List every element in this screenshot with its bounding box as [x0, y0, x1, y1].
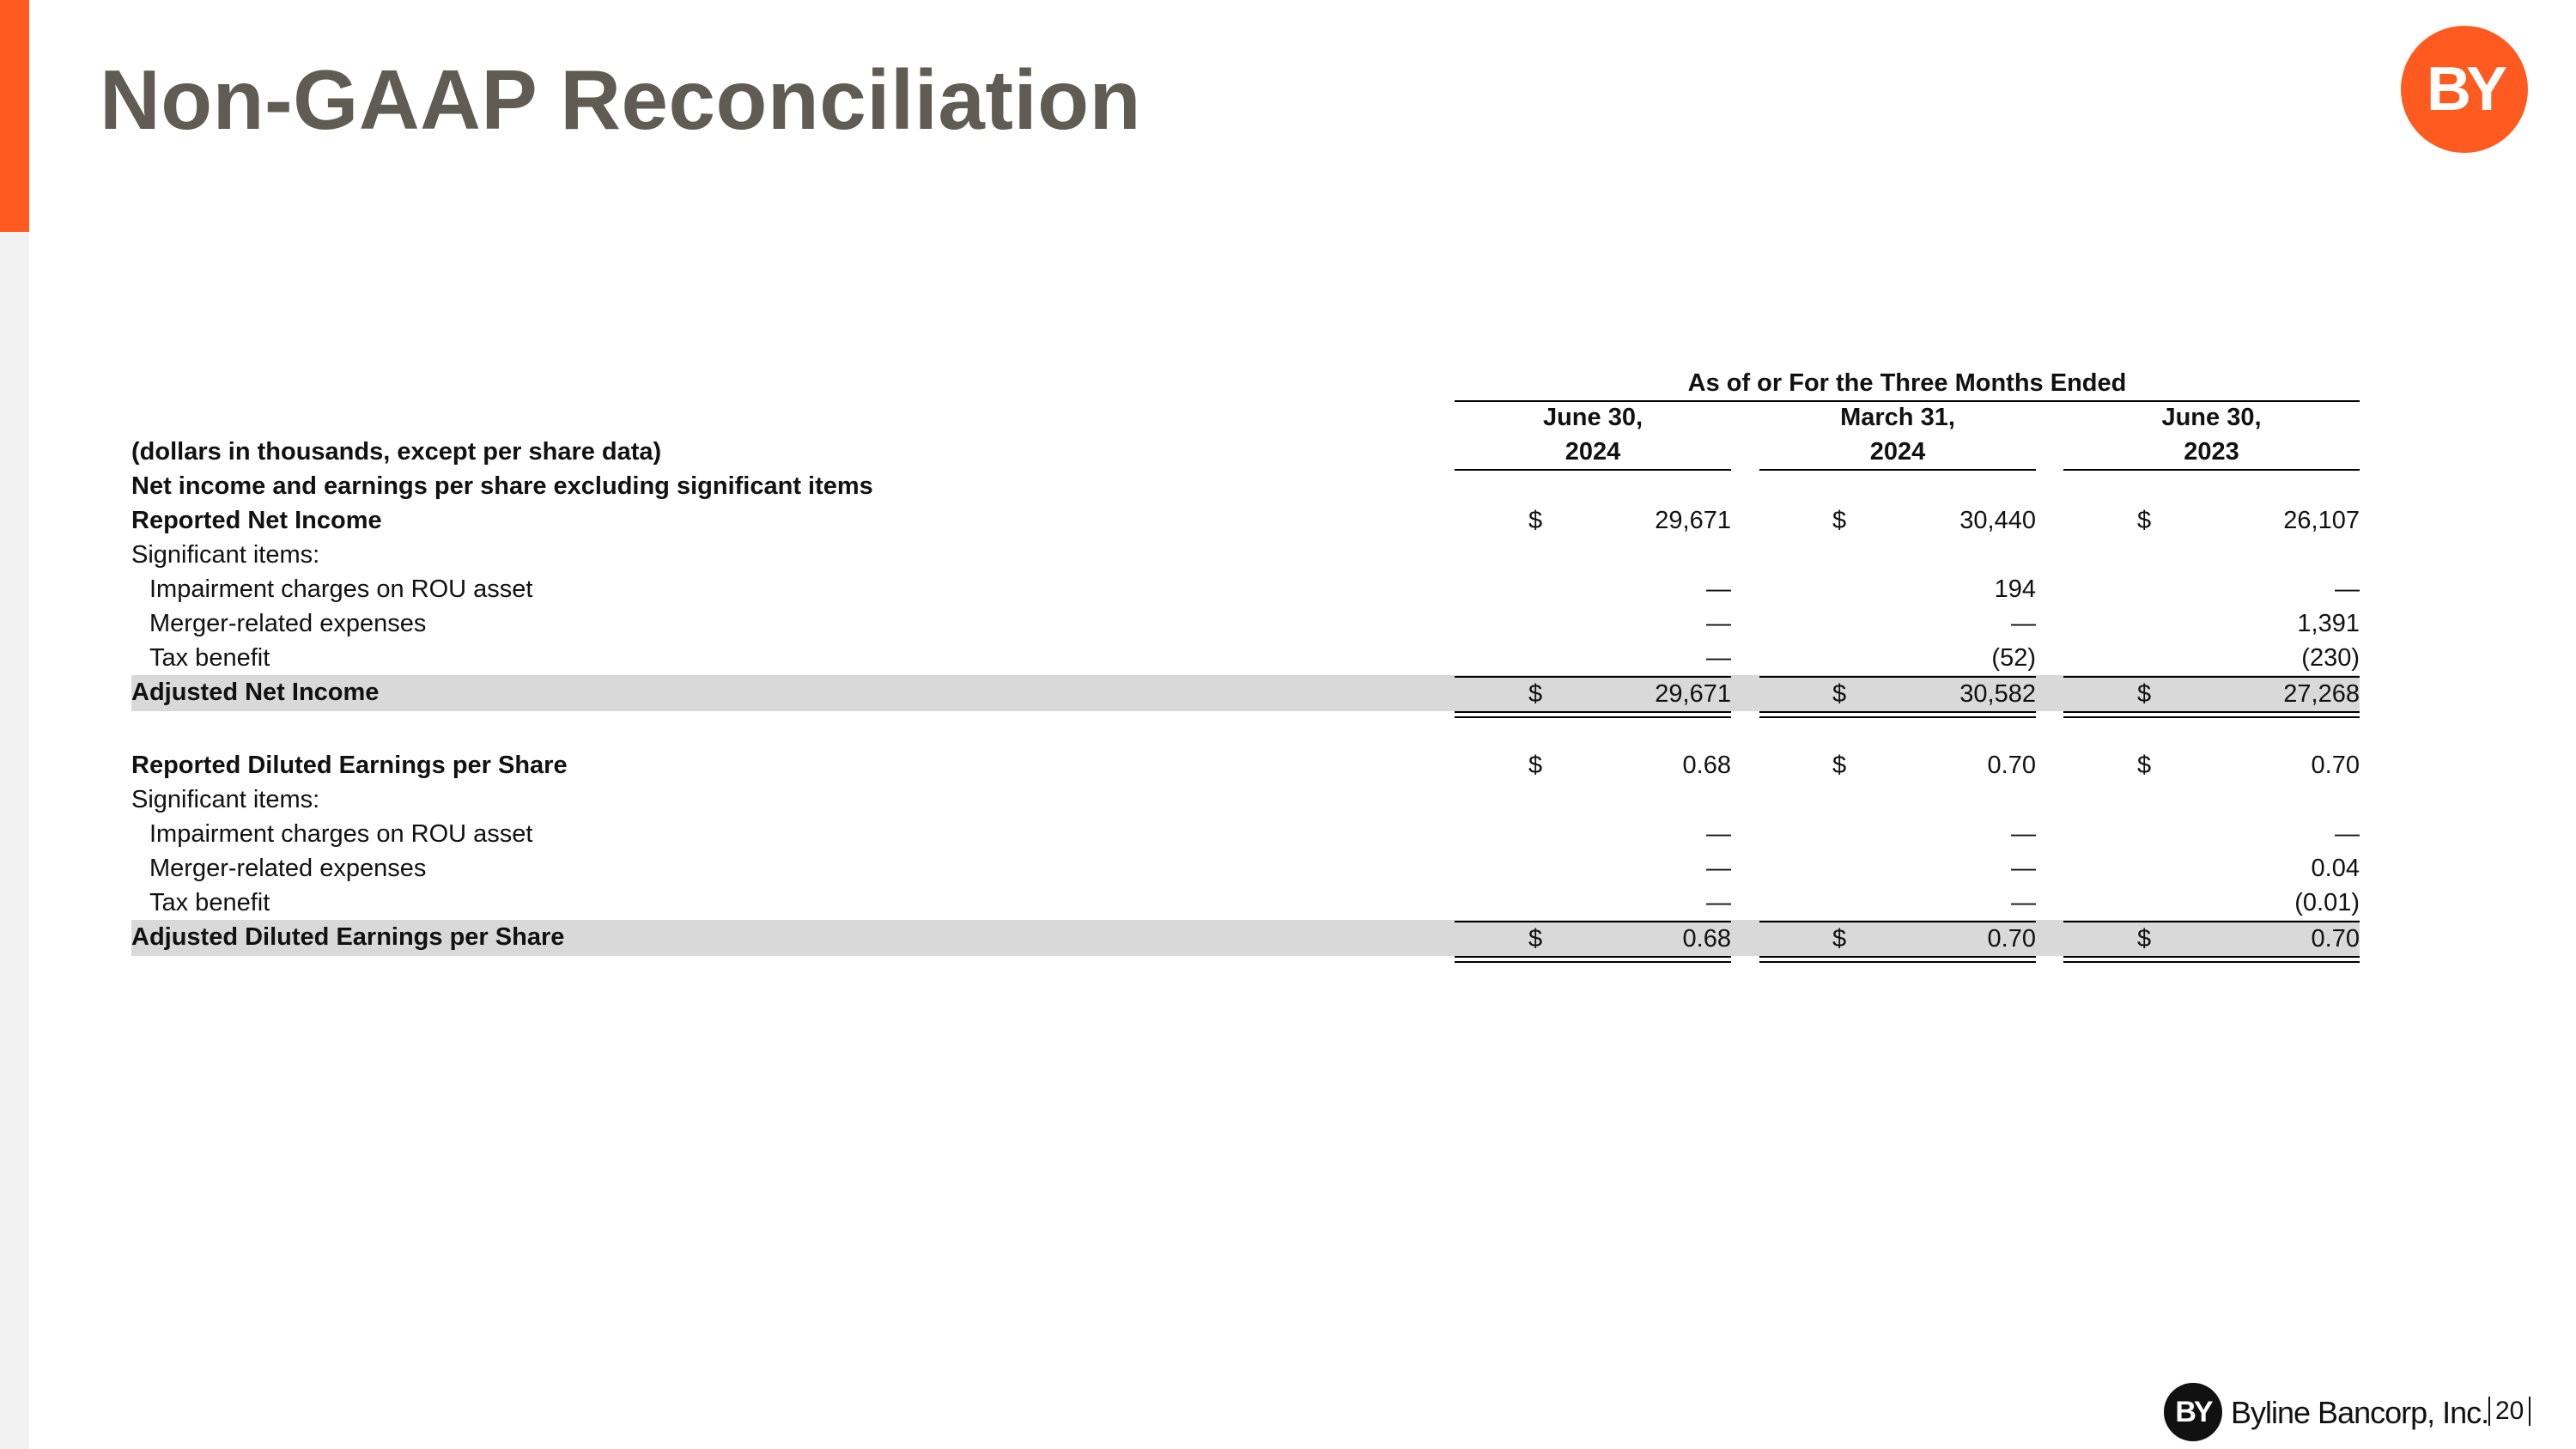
currency-symbol: $ [2137, 752, 2152, 779]
footer-company-name: Byline Bancorp, Inc. [2231, 1395, 2489, 1430]
column-1-header-rule [1455, 469, 1731, 471]
slide-title: Non-GAAP Reconciliation [100, 52, 1142, 147]
left-accent-bar [0, 0, 29, 232]
unit-note: (dollars in thousands, except per share data) [131, 438, 662, 466]
footer-logo-icon: BY [2164, 1383, 2222, 1441]
table-cell: — [1706, 820, 1731, 848]
row-label: Adjusted Net Income [131, 679, 380, 706]
table-cell: — [1706, 644, 1731, 672]
column-1-header-line2: 2024 [1564, 438, 1621, 466]
table-cell: — [1706, 855, 1731, 882]
row-label: Impairment charges on ROU asset [149, 820, 533, 848]
table-cell: 0.04 [2311, 855, 2360, 882]
table-cell: — [2335, 575, 2360, 603]
row-label: Merger-related expenses [149, 855, 427, 882]
subtotal-rule [2063, 676, 2360, 678]
currency-symbol: $ [1832, 752, 1847, 779]
column-2-header-line1: March 31, [1840, 404, 1955, 431]
section-heading: Net income and earnings per share excluding significant items [131, 472, 873, 500]
column-3-header-line1: June 30, [2161, 404, 2262, 431]
row-label: Tax benefit [149, 644, 270, 672]
table-cell: 27,268 [2283, 680, 2360, 708]
table-cell: — [2011, 855, 2036, 882]
subtotal-rule [1455, 676, 1731, 678]
column-3-header-line2: 2023 [2184, 438, 2239, 466]
currency-symbol: $ [2137, 507, 2152, 534]
table-cell: 29,671 [1655, 680, 1731, 708]
row-label: Significant items: [131, 541, 320, 569]
column-2-header-rule [1759, 469, 2036, 471]
table-cell: — [2011, 610, 2036, 637]
table-cell: 0.70 [2311, 752, 2360, 779]
currency-symbol: $ [2137, 925, 2152, 953]
total-double-rule [1455, 711, 1731, 718]
table-cell: 0.68 [1682, 925, 1731, 953]
table-cell: — [1706, 575, 1731, 603]
currency-symbol: $ [1528, 752, 1543, 779]
total-double-rule [2063, 711, 2360, 718]
currency-symbol: $ [1832, 507, 1847, 534]
subtotal-rule [1455, 921, 1731, 922]
column-1-header-line1: June 30, [1542, 404, 1643, 431]
row-label: Reported Diluted Earnings per Share [131, 752, 568, 779]
subtotal-rule [1759, 921, 2036, 922]
currency-symbol: $ [1528, 680, 1543, 708]
table-group-header: As of or For the Three Months Ended [1687, 369, 2127, 397]
table-cell: 194 [1994, 575, 2036, 603]
table-cell: — [2335, 820, 2360, 848]
table-cell: 30,440 [1959, 507, 2036, 534]
table-cell: 29,671 [1655, 507, 1731, 534]
total-double-rule [1759, 956, 2036, 963]
table-cell: 0.70 [1987, 752, 2036, 779]
table-cell: 0.70 [2311, 925, 2360, 953]
currency-symbol: $ [2137, 680, 2152, 708]
table-cell: — [1706, 889, 1731, 916]
subtotal-rule [1759, 676, 2036, 678]
page-number: 20 [2488, 1397, 2530, 1426]
total-double-rule [1759, 711, 2036, 718]
table-cell: 1,391 [2297, 610, 2360, 637]
column-2-header-line2: 2024 [1869, 438, 1926, 466]
table-cell: — [1706, 610, 1731, 637]
table-cell: (52) [1991, 644, 2036, 672]
table-cell: 26,107 [2283, 507, 2360, 534]
table-cell: (0.01) [2294, 889, 2360, 916]
column-3-header-rule [2063, 469, 2360, 471]
table-cell: 0.70 [1987, 925, 2036, 953]
currency-symbol: $ [1832, 680, 1847, 708]
row-label: Reported Net Income [131, 507, 382, 534]
table-cell: — [2011, 889, 2036, 916]
group-header-rule [1455, 400, 2360, 402]
currency-symbol: $ [1528, 507, 1543, 534]
row-label: Tax benefit [149, 889, 270, 916]
table-cell: 30,582 [1959, 680, 2036, 708]
table-cell: (230) [2301, 644, 2360, 672]
row-label: Significant items: [131, 786, 320, 813]
total-double-rule [2063, 956, 2360, 963]
currency-symbol: $ [1528, 925, 1543, 953]
total-double-rule [1455, 956, 1731, 963]
row-label: Adjusted Diluted Earnings per Share [131, 923, 565, 951]
currency-symbol: $ [1832, 925, 1847, 953]
table-cell: — [2011, 820, 2036, 848]
company-logo: BY [2401, 26, 2528, 153]
subtotal-rule [2063, 921, 2360, 922]
row-label: Merger-related expenses [149, 610, 427, 637]
row-label: Impairment charges on ROU asset [149, 575, 533, 603]
table-cell: 0.68 [1682, 752, 1731, 779]
